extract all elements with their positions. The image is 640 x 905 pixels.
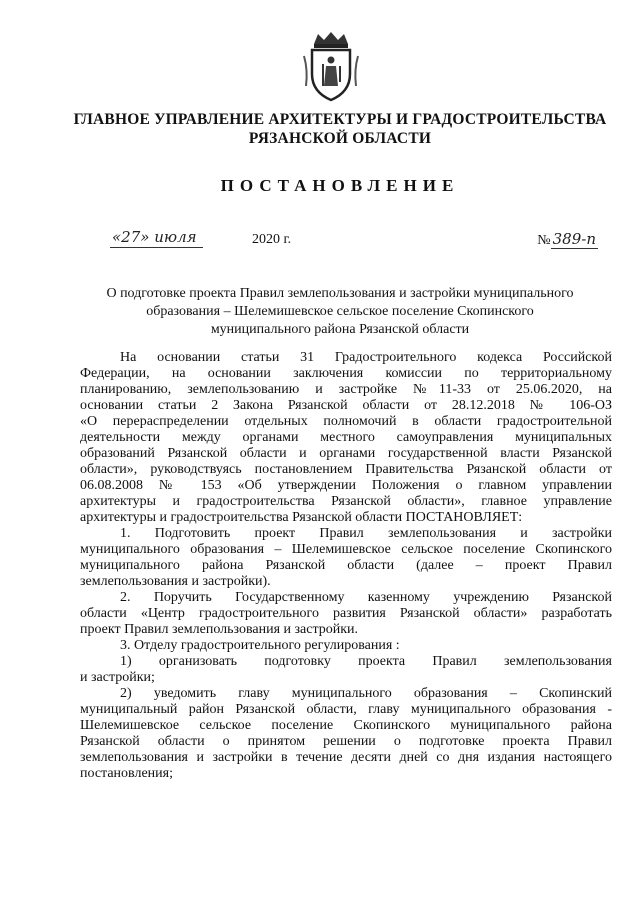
body-line: 3. Отделу градостроительного регулирования : xyxy=(120,638,400,653)
body-line: области «Центр градостроительного развития Рязанской области» разработать xyxy=(80,606,612,621)
coat-of-arms-icon xyxy=(300,30,362,102)
body-line: архитектуры и градостроительства Рязанской области ПОСТАНОВЛЯЕТ: xyxy=(80,510,523,525)
body-line: Шелемишевское сельское поселение Скопинского муниципального района xyxy=(80,718,612,733)
body-line: проект Правил землепользования и застройки. xyxy=(80,622,359,637)
body-line: постановления; xyxy=(80,766,173,781)
body-line: архитектуры и градостроительства Рязанской области», главное управление xyxy=(80,494,612,509)
subject-line: муниципального района Рязанской области xyxy=(210,322,470,337)
body-line: 1) организовать подготовку проекта Правил землепользования xyxy=(120,654,612,669)
document-number xyxy=(537,230,598,249)
body-line: образований Рязанской области и органами государственной власти Рязанской xyxy=(80,446,612,461)
body-line: муниципальный район Рязанской области, главу муниципального образования - xyxy=(80,702,612,717)
agency-name-line1: ГЛАВНОЕ УПРАВЛЕНИЕ АРХИТЕКТУРЫ И ГРАДОСТРОИТЕЛЬСТВА xyxy=(73,111,607,128)
document-date-handwritten: «27» июля xyxy=(110,228,203,248)
body-line: и застройки; xyxy=(80,670,155,685)
body-line: основании статьи 2 Закона Рязанской области от 28.12.2018 № 106-ОЗ xyxy=(80,398,612,413)
document-number-handwritten: 389-п xyxy=(552,230,596,248)
body-line: Федерации, на основании заключения комиссии по территориальному xyxy=(80,366,612,381)
body-line: 1. Подготовить проект Правил землепользования и застройки xyxy=(120,526,612,541)
body-line: 06.08.2008 № 153 «Об утверждении Положения о главном управлении xyxy=(80,478,612,493)
body-line: Рязанской области о принятом решении о подготовке проекта Правил xyxy=(80,734,612,749)
body-line: деятельности между органами местного самоуправления муниципальных xyxy=(80,430,612,445)
agency-name xyxy=(60,110,620,148)
body-line: землепользования и застройки в течение десяти дней со дня издания настоящего xyxy=(80,750,612,765)
body-line: планированию, землепользованию и застройке №11-33 от 25.06.2020, на xyxy=(80,382,612,397)
subject-line: образования – Шелемишевское сельское поселение Скопинского xyxy=(146,304,534,319)
subject-line: О подготовке проекта Правил землепользования и застройки муниципального xyxy=(106,286,574,301)
body-line: 2) уведомить главу муниципального образования – Скопинский xyxy=(120,686,612,701)
document-subject xyxy=(70,285,610,339)
body-line: землепользования и застройки). xyxy=(80,574,271,589)
agency-name-line2: РЯЗАНСКОЙ ОБЛАСТИ xyxy=(248,130,432,147)
document-body xyxy=(80,350,612,782)
document-type-title: ПОСТАНОВЛЕНИЕ xyxy=(220,176,460,195)
body-line: области», руководствуясь постановлением Правительства Рязанской области от xyxy=(80,462,612,477)
number-prefix: № xyxy=(537,233,551,248)
date-number-row xyxy=(110,228,598,254)
body-line: муниципального района Рязанской области (далее – проект Правил xyxy=(80,558,612,573)
body-line: муниципального образования – Шелемишевское сельское поселение Скопинского xyxy=(80,542,612,557)
body-line: На основании статьи 31 Градостроительного кодекса Российской xyxy=(120,350,612,365)
document-year: 2020 г. xyxy=(252,232,292,247)
body-line: «О перераспределении отдельных полномочий в области градостроительной xyxy=(80,414,612,429)
body-line: 2. Поручить Государственному казенному учреждению Рязанской xyxy=(120,590,612,605)
